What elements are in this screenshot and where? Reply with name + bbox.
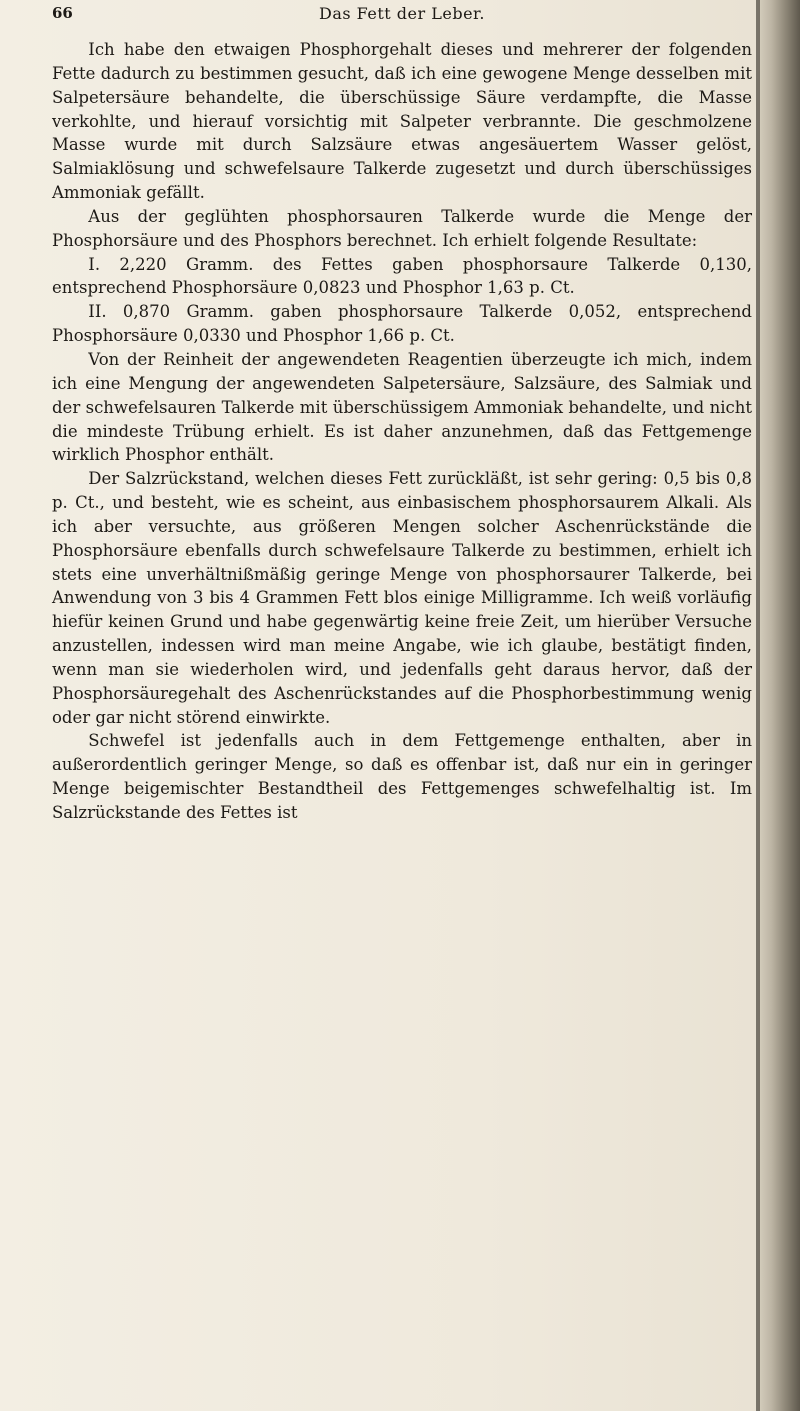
page-gutter-shadow <box>756 0 800 1411</box>
page-edge-line <box>756 0 760 1411</box>
paragraph-salt-residue: Der Salzrückstand, welchen dieses Fett zurückläßt, ist sehr gering: 0,5 bis 0,8 p. Ct., und besteht, wie es scheint, aus einbasischem phosphorsaurem Alkali. Als ich aber versuchte, aus größeren Mengen solcher Aschenrückstände die Phosphorsäure ebenfalls durch schwefelsaure Talkerde zu bestimmen, erhielt ich stets eine unverhältnißmäßig geringe Menge von phosphorsaurer Talkerde, bei Anwendung von 3 bis 4 Grammen Fett blos einige Milligramme. Ich weiß vorläufig hiefür keinen Grund und habe gegenwärtig keine freie Zeit, um hierüber Versuche anzustellen, indessen wird man meine Angabe, wie ich glaube, bestätigt finden, wenn man sie wiederholen wird, und jedenfalls geht daraus hervor, daß der Phosphorsäuregehalt des Aschenrückstandes auf die Phosphorbestimmung wenig oder gar nicht störend einwirkte. <box>52 469 752 727</box>
paragraph-reagent-purity: Von der Reinheit der angewendeten Reagentien überzeugte ich mich, indem ich eine Mengung der angewendeten Salpetersäure, Salzsäure, des Salmiak und der schwefelsauren Talkerde mit überschüssigem Ammoniak behandelte, und nicht die mindeste Trübung erhielt. Es ist daher anzunehmen, daß das Fettgemenge wirklich Phosphor enthält. <box>52 349 752 465</box>
paragraph-calculation: Aus der geglühten phosphorsauren Talkerde wurde die Menge der Phosphorsäure und des Phosphors berechnet. Ich erhielt folgende Resultate: <box>52 206 752 250</box>
paragraph-method: Ich habe den etwaigen Phosphorgehalt dieses und mehrerer der folgenden Fette dadurch zu bestimmen gesucht, daß ich eine gewogene Menge desselben mit Salpetersäure behandelte, die überschüssige Säure verdampfte, die Masse verkohlte, und hierauf vorsichtig mit Salpeter verbrannte. Die geschmolzene Masse wurde mit durch Salzsäure etwas angesäuertem Wasser gelöst, Salmiaklösung und schwefelsaure Talkerde zugesetzt und durch überschüssiges Ammoniak gefällt. <box>52 40 752 203</box>
page-header <box>52 4 752 28</box>
paragraph-result-1: I. 2,220 Gramm. des Fettes gaben phosphorsaure Talkerde 0,130, entsprechend Phosphorsäure 0,0823 und Phosphor 1,63 p. Ct. <box>52 254 752 298</box>
running-title: Das Fett der Leber. <box>318 4 486 23</box>
paragraph-sulphur: Schwefel ist jedenfalls auch in dem Fettgemenge enthalten, aber in außerordentlich geringer Menge, so daß es offenbar ist, daß nur ein in geringer Menge beigemischter Bestandtheil des Fettgemenges schwefelhaltig ist. Im Salzrückstande des Fettes ist <box>52 731 752 822</box>
paragraph-result-2: II. 0,870 Gramm. gaben phosphorsaure Talkerde 0,052, entsprechend Phosphorsäure 0,0330 und Phosphor 1,66 p. Ct. <box>52 302 752 346</box>
body-text <box>52 38 752 825</box>
page-number: 66 <box>52 4 73 22</box>
